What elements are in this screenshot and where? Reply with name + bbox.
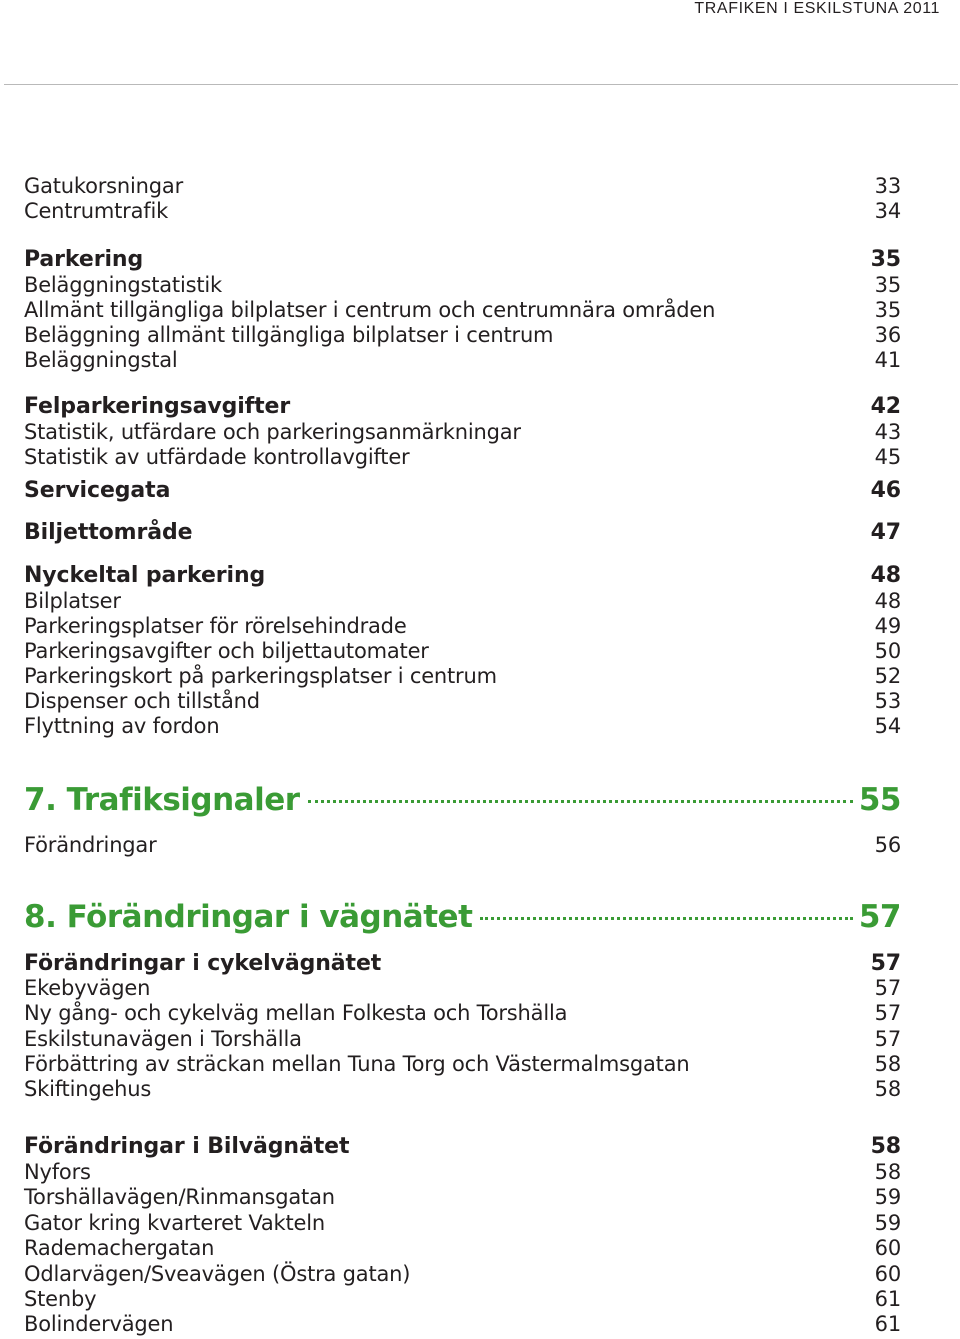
toc-entry-label: Gatukorsningar xyxy=(24,174,184,198)
toc-entry[interactable] xyxy=(24,714,901,739)
toc-entry-page: 36 xyxy=(874,323,901,347)
toc-entry-label: Parkering xyxy=(24,247,144,272)
toc-entry-page: 46 xyxy=(870,478,901,503)
toc-entry[interactable] xyxy=(24,1211,901,1236)
toc-entry-label: Bolindervägen xyxy=(24,1312,174,1336)
toc-entry[interactable] xyxy=(24,323,901,348)
toc-entry[interactable] xyxy=(24,348,901,373)
toc-entry[interactable] xyxy=(24,1185,901,1210)
toc-entry-page: 35 xyxy=(874,298,901,322)
toc-entry[interactable] xyxy=(24,1236,901,1261)
toc-entry-label: Bilplatser xyxy=(24,589,121,613)
toc-entry-page: 58 xyxy=(874,1052,901,1076)
toc-entry-page: 53 xyxy=(874,689,901,713)
toc-entry-label: Förbättring av sträckan mellan Tuna Torg och Västermalmsgatan xyxy=(24,1052,690,1076)
toc-section[interactable] xyxy=(24,1133,901,1160)
toc-entry[interactable] xyxy=(24,976,901,1001)
toc-entry[interactable] xyxy=(24,199,901,224)
toc-entry-label: Beläggningstal xyxy=(24,348,178,372)
toc-entry-label: Nyfors xyxy=(24,1160,91,1184)
toc-entry-page: 54 xyxy=(874,714,901,738)
toc-entry-page: 57 xyxy=(874,976,901,1000)
toc-entry-page: 35 xyxy=(870,247,901,272)
toc-entry[interactable] xyxy=(24,689,901,714)
toc-entry-page: 56 xyxy=(874,833,901,857)
toc-entry-page: 55 xyxy=(858,782,901,818)
toc-entry-page: 42 xyxy=(870,394,901,419)
toc-entry[interactable] xyxy=(24,1160,901,1185)
toc-entry-label: Förändringar i cykelvägnätet xyxy=(24,951,382,976)
toc-entry-label: Statistik, utfärdare och parkeringsanmärkningar xyxy=(24,420,521,444)
toc-entry-page: 57 xyxy=(874,1027,901,1051)
toc-entry-label: Nyckeltal parkering xyxy=(24,563,266,588)
toc-entry-page: 58 xyxy=(874,1160,901,1184)
toc-entry[interactable] xyxy=(24,273,901,298)
toc-entry-label: Stenby xyxy=(24,1287,97,1311)
toc-entry-label: Statistik av utfärdade kontrollavgifter xyxy=(24,445,410,469)
toc-entry-label: Ny gång- och cykelväg mellan Folkesta och Torshälla xyxy=(24,1001,568,1025)
toc-chapter[interactable] xyxy=(24,782,901,818)
toc-section[interactable] xyxy=(24,477,901,504)
toc-entry[interactable] xyxy=(24,1052,901,1077)
toc-entry-page: 35 xyxy=(874,273,901,297)
toc-entry-label: 8. Förändringar i vägnätet xyxy=(24,899,473,935)
toc-entry-page: 59 xyxy=(874,1185,901,1209)
toc-entry-label: Ekebyvägen xyxy=(24,976,151,1000)
toc-entry-label: Dispenser och tillstånd xyxy=(24,689,260,713)
toc-entry-label: Flyttning av fordon xyxy=(24,714,220,738)
toc-entry-label: Beläggningstatistik xyxy=(24,273,222,297)
toc-entry-page: 48 xyxy=(870,563,901,588)
toc-entry-page: 45 xyxy=(874,445,901,469)
toc-section[interactable] xyxy=(24,246,901,273)
toc-entry-page: 48 xyxy=(874,589,901,613)
toc-entry-page: 47 xyxy=(870,520,901,545)
toc-entry[interactable] xyxy=(24,589,901,614)
toc-section[interactable] xyxy=(24,519,901,546)
toc-entry-page: 60 xyxy=(874,1236,901,1260)
toc-section[interactable] xyxy=(24,562,901,589)
toc-entry[interactable] xyxy=(24,445,901,470)
toc-entry[interactable] xyxy=(24,1077,901,1102)
toc-entry[interactable] xyxy=(24,420,901,445)
toc-entry-label: Gator kring kvarteret Vakteln xyxy=(24,1211,325,1235)
toc-entry[interactable] xyxy=(24,1262,901,1287)
toc-entry-label: Felparkeringsavgifter xyxy=(24,394,291,419)
toc-entry[interactable] xyxy=(24,1287,901,1312)
toc-entry-label: Förändringar xyxy=(24,833,157,857)
toc-entry[interactable] xyxy=(24,1312,901,1337)
toc-entry-label: Parkeringsplatser för rörelsehindrade xyxy=(24,614,407,638)
toc-section[interactable] xyxy=(24,393,901,420)
toc-entry-page: 59 xyxy=(874,1211,901,1235)
toc-entry-label: Parkeringskort på parkeringsplatser i centrum xyxy=(24,664,497,688)
toc-entry-page: 34 xyxy=(874,199,901,223)
toc-entry[interactable] xyxy=(24,639,901,664)
dot-leader xyxy=(308,800,853,803)
toc-entry-page: 49 xyxy=(874,614,901,638)
toc-entry-page: 43 xyxy=(874,420,901,444)
toc-entry-page: 57 xyxy=(874,1001,901,1025)
toc-chapter[interactable] xyxy=(24,899,901,935)
toc-entry-label: Beläggning allmänt tillgängliga bilplatser i centrum xyxy=(24,323,554,347)
toc-entry-page: 60 xyxy=(874,1262,901,1286)
toc-section[interactable] xyxy=(24,950,901,977)
toc-entry-page: 58 xyxy=(874,1077,901,1101)
toc-entry-label: Allmänt tillgängliga bilplatser i centrum och centrumnära områden xyxy=(24,298,716,322)
dot-leader xyxy=(480,917,852,920)
toc-entry-page: 41 xyxy=(874,348,901,372)
toc-entry-page: 52 xyxy=(874,664,901,688)
toc-entry-page: 33 xyxy=(874,174,901,198)
toc-entry[interactable] xyxy=(24,833,901,858)
toc-entry-page: 61 xyxy=(874,1287,901,1311)
toc-entry-label: Biljettområde xyxy=(24,520,193,545)
toc-entry[interactable] xyxy=(24,298,901,323)
toc-entry[interactable] xyxy=(24,664,901,689)
toc-entry-label: Centrumtrafik xyxy=(24,199,169,223)
toc-entry-label: Odlarvägen/Sveavägen (Östra gatan) xyxy=(24,1262,411,1286)
toc-entry-page: 58 xyxy=(870,1134,901,1159)
toc-entry-label: 7. Trafiksignaler xyxy=(24,782,300,818)
toc-entry-label: Eskilstunavägen i Torshälla xyxy=(24,1027,302,1051)
toc-entry-page: 57 xyxy=(870,951,901,976)
toc-entry-label: Förändringar i Bilvägnätet xyxy=(24,1134,350,1159)
toc-entry-page: 57 xyxy=(858,899,901,935)
toc-entry-page: 50 xyxy=(874,639,901,663)
toc-entry[interactable] xyxy=(24,174,901,199)
toc-entry[interactable] xyxy=(24,1027,901,1052)
toc-entry-label: Skiftingehus xyxy=(24,1077,152,1101)
toc-entry-page: 61 xyxy=(874,1312,901,1336)
running-header: TRAFIKEN I ESKILSTUNA 2011 xyxy=(694,0,940,17)
toc-entry-label: Parkeringsavgifter och biljettautomater xyxy=(24,639,429,663)
toc-entry-label: Servicegata xyxy=(24,478,171,503)
toc-entry[interactable] xyxy=(24,614,901,639)
toc-entry-label: Rademachergatan xyxy=(24,1236,215,1260)
header-divider xyxy=(4,84,958,85)
toc-entry[interactable] xyxy=(24,1001,901,1026)
toc-entry-label: Torshällavägen/Rinmansgatan xyxy=(24,1185,335,1209)
